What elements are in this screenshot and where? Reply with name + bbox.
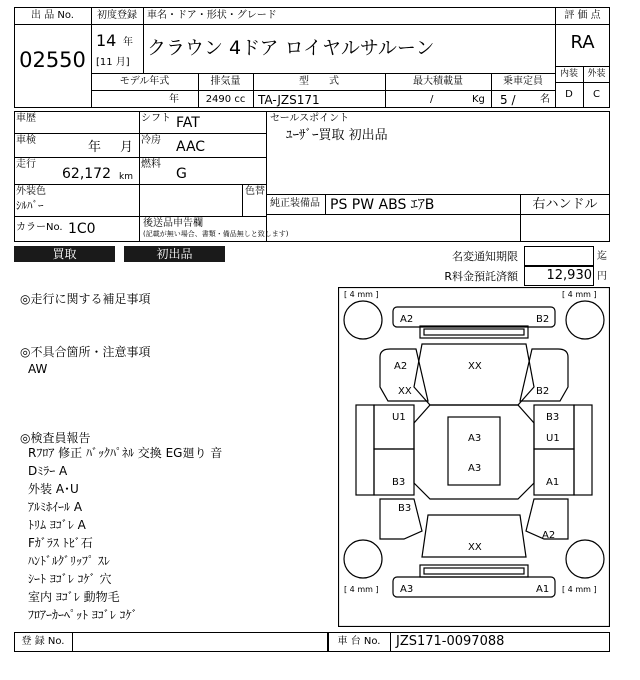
equipment-value: PS PW ABS ｴｱB (330, 197, 435, 213)
mark-left-fender-b: XX (398, 386, 412, 397)
transfer-label: 名変通知期限 (452, 250, 518, 263)
mark-roof-b: A3 (468, 463, 482, 474)
mark-left-quarter: B3 (398, 503, 412, 514)
inspector-line: Dﾐﾗｰ A (28, 464, 68, 478)
shift-value: FAT (176, 115, 200, 131)
chassis-value: JZS171-0097088 (396, 634, 505, 649)
mark-bonnet: XX (468, 361, 482, 372)
lot-no: 02550 (19, 48, 86, 72)
first-listing-badge: 初出品 (124, 246, 225, 262)
inspector-line: ﾊﾝﾄﾞﾙｸﾞﾘｯﾌﾟ ｽﾚ (28, 554, 110, 568)
mark-rear-bumper-left: A3 (400, 584, 414, 595)
interior-label: 内装 (559, 69, 578, 79)
mark-left-rear-door: B3 (392, 477, 406, 488)
shift-label: シフト (141, 113, 171, 124)
inspector-line: 外装 A･U (28, 482, 79, 496)
inspector-line: Rﾌﾛｱ 修正 ﾊﾞｯｸﾊﾟﾈﾙ 交換 EG廻り 音 (28, 446, 223, 460)
model-year-label: モデル年式 (119, 76, 170, 87)
displacement-value: 2490 cc (205, 94, 246, 105)
mileage-label: 走行 (16, 159, 36, 170)
first-reg-month: [11 月] (96, 57, 130, 68)
type-label: 型 式 (299, 76, 339, 87)
inspection-year: 年 (88, 140, 102, 155)
mark-left-front-door: U1 (392, 412, 406, 423)
fuel-label: 燃料 (141, 159, 161, 170)
first-reg-label: 初度登録 (97, 10, 137, 21)
registration-label: 登 録 No. (21, 636, 65, 647)
inspector-line: ﾄﾘﾑ ﾖｺﾞﾚ A (28, 518, 86, 532)
inspector-title: ◎検査員報告 (20, 431, 91, 445)
aircon-value: AAC (176, 139, 206, 155)
mark-right-quarter: A2 (542, 530, 556, 541)
capacity-unit: 名 (540, 94, 550, 105)
max-load-label: 最大積載量 (413, 76, 463, 87)
defects-value: AW (28, 362, 48, 376)
inspection-label: 車検 (16, 135, 36, 146)
car-name: クラウン 4ドア ロイヤルサルーン (147, 37, 435, 59)
mark-right-front-door-b: U1 (546, 433, 560, 444)
aircon-label: 冷房 (141, 135, 161, 146)
first-reg-year: 14 (96, 31, 117, 50)
recycle-unit: 円 (597, 271, 607, 282)
recycle-value: 12,930 (546, 268, 592, 283)
color-label: 外装色 (16, 186, 46, 197)
steering: 右ハンドル (532, 197, 598, 212)
sales-point-label: セールスポイント (270, 113, 350, 124)
tire-label-bottom-left: [ 4 mm ] (344, 585, 379, 594)
fuel-value: G (176, 166, 187, 182)
mark-front-bumper-left: A2 (400, 314, 414, 325)
grade-label: 評 価 点 (564, 10, 601, 21)
mark-right-rear-door: A1 (546, 477, 560, 488)
max-load-value: / (430, 94, 434, 105)
model-year-value: 年 (169, 94, 179, 105)
tire-label-bottom-right: [ 4 mm ] (562, 585, 597, 594)
car-damage-diagram (338, 287, 610, 627)
docs-label: 後送品申告欄 (143, 218, 203, 229)
lot-no-label: 出 品 No. (31, 10, 74, 21)
capacity-value: 5 / (500, 93, 516, 107)
grade: RA (570, 32, 595, 53)
capacity-label: 乗車定員 (503, 76, 543, 87)
mark-trunk: XX (468, 542, 482, 553)
inspector-lines (28, 446, 222, 626)
inspection-month: 月 (120, 140, 134, 155)
exterior-label: 外装 (587, 69, 606, 79)
tire-label-top-left: [ 4 mm ] (344, 290, 379, 299)
mark-right-fender: B2 (536, 386, 550, 397)
color-no-label: カラーNo. (16, 222, 63, 233)
docs-note: (記載が無い場合、書類・備品無しと致します) (143, 230, 289, 238)
mark-rear-bumper-right: A1 (536, 584, 550, 595)
recolor-label: 色替 (245, 186, 265, 197)
year-unit: 年 (123, 37, 133, 48)
mileage-unit: km (119, 172, 133, 182)
inspector-line: Fｶﾞﾗｽ ﾄﾋﾞ石 (28, 536, 93, 550)
buy-badge: 買取 (14, 246, 115, 262)
mileage-value: 62,172 (62, 166, 111, 182)
defects-title: ◎不具合箇所・注意事項 (20, 345, 151, 359)
driving-notes-title: ◎走行に関する補足事項 (20, 292, 151, 306)
inspector-line: ｼｰﾄ ﾖｺﾞﾚ ｺｹﾞ 穴 (28, 572, 112, 586)
displacement-label: 排気量 (210, 76, 241, 87)
history-label: 車歴 (16, 113, 36, 124)
interior-grade: D (565, 89, 573, 100)
sales-point-value: ﾕｰｻﾞｰ買取 初出品 (286, 128, 388, 143)
color-value: ｼﾙﾊﾞｰ (16, 199, 44, 212)
mark-right-front-door-a: B3 (546, 412, 560, 423)
tire-label-top-right: [ 4 mm ] (562, 290, 597, 299)
max-load-unit: Kg (472, 94, 485, 105)
type-value: TA-JZS171 (258, 93, 320, 107)
inspector-line: ﾌﾛｱｰｶｰﾍﾟｯﾄ ﾖｺﾞﾚ ｺｹﾞ (28, 608, 138, 622)
inspector-line: ｱﾙﾐﾎｲｰﾙ A (28, 500, 83, 514)
chassis-label: 車 台 No. (337, 636, 381, 647)
recycle-label: R料金預託済額 (444, 270, 518, 283)
equipment-label: 純正装備品 (270, 198, 320, 209)
car-name-label: 車名・ドア・形状・グレード (147, 10, 277, 21)
mark-roof-a: A3 (468, 433, 482, 444)
inspector-line: 室内 ﾖｺﾞﾚ 動物毛 (28, 590, 120, 604)
exterior-grade: C (593, 89, 600, 100)
mark-front-bumper-right: B2 (536, 314, 550, 325)
transfer-box (524, 246, 594, 266)
transfer-unit: 迄 (597, 251, 607, 262)
mark-left-fender-a: A2 (394, 361, 408, 372)
color-no-value: 1C0 (68, 221, 96, 237)
